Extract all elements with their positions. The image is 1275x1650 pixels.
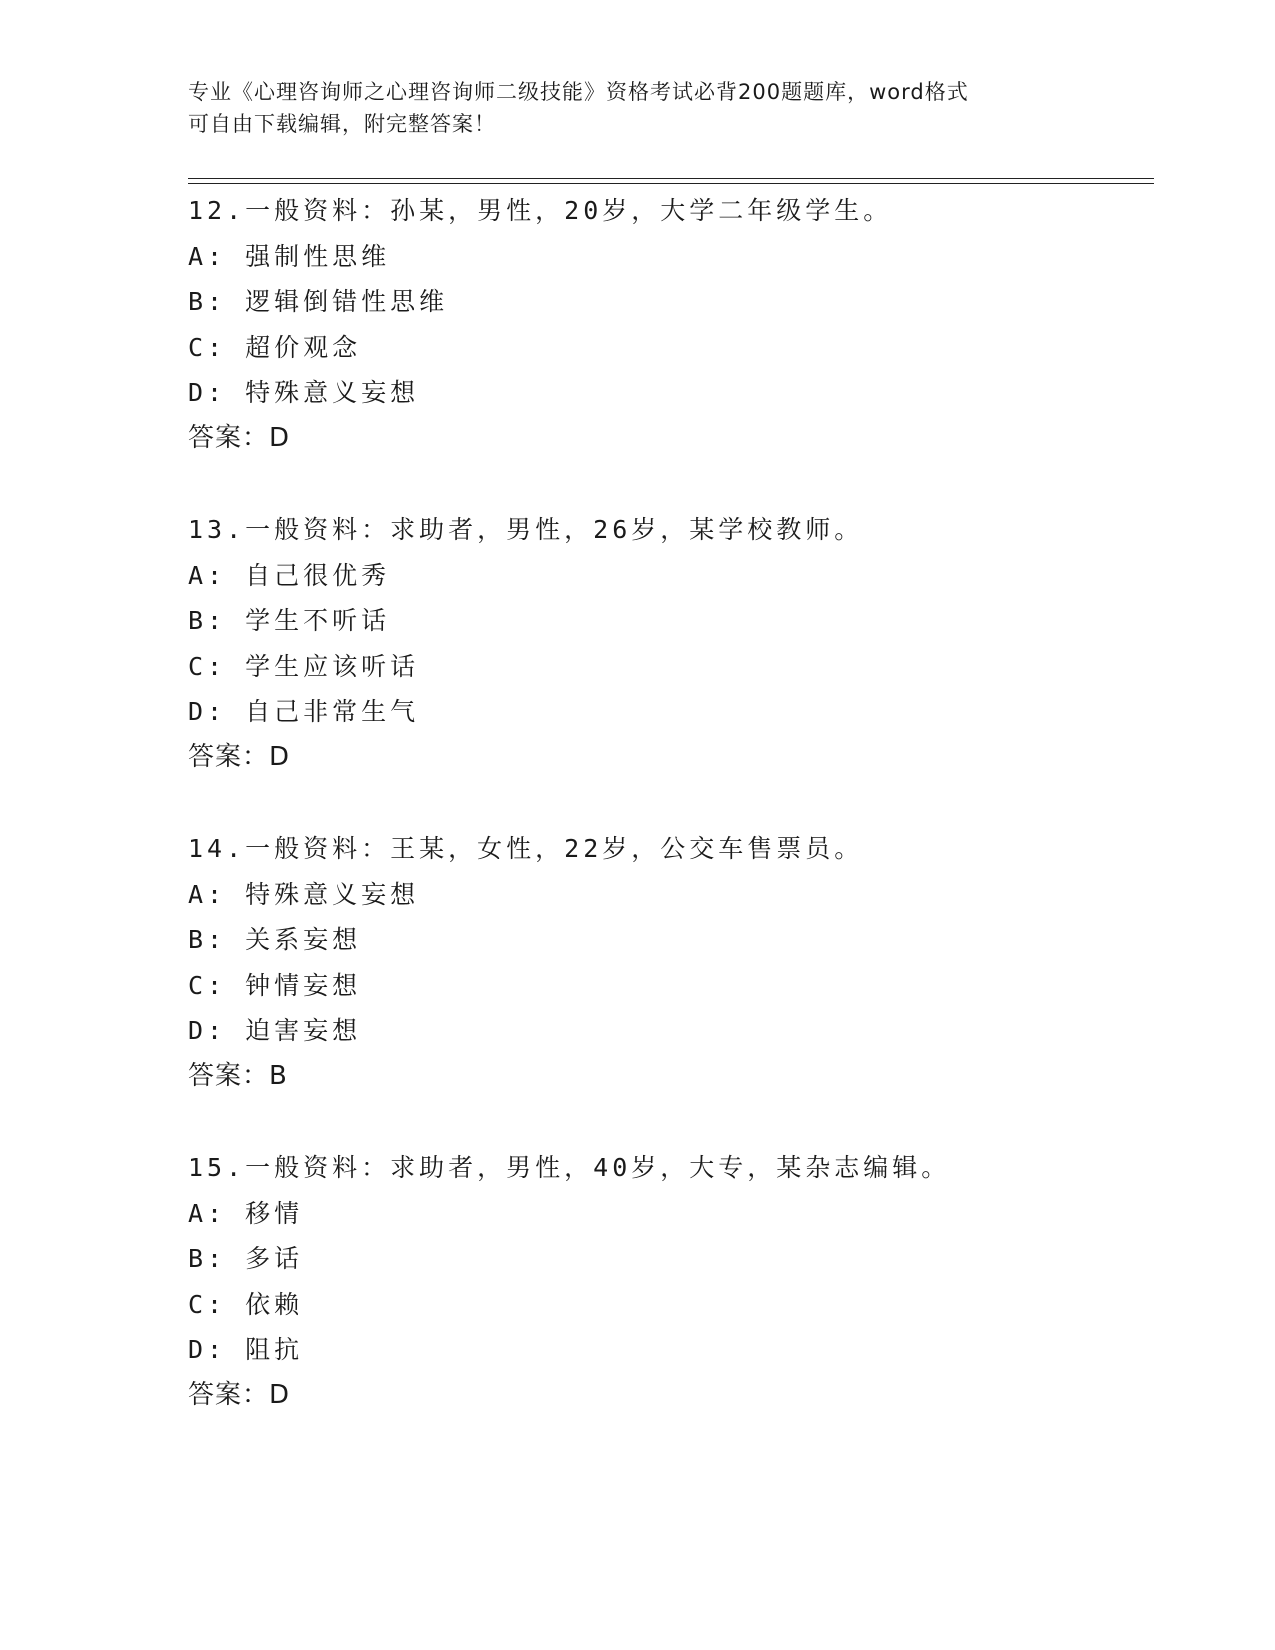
document-header	[188, 76, 1088, 140]
option-a: A: 特殊意义妄想	[188, 879, 420, 909]
header-line-2: 可自由下载编辑，附完整答案！	[188, 112, 496, 136]
header-line-1: 专业《心理咨询师之心理咨询师二级技能》资格考试必背200题题库，word格式	[188, 80, 969, 104]
option-b: B: 学生不听话	[188, 606, 391, 635]
question-stem: 12.一般资料：孙某，男性，20岁，大学二年级学生。	[188, 196, 893, 225]
question-block	[188, 507, 1148, 780]
option-d: D: 阻抗	[188, 1335, 304, 1364]
question-block	[188, 826, 1148, 1099]
option-c: C: 超价观念	[188, 332, 362, 362]
option-d: D: 迫害妄想	[188, 1016, 362, 1045]
option-c: C: 学生应该听话	[188, 651, 420, 681]
option-c: C: 依赖	[188, 1289, 304, 1319]
answer-line: 答案：B	[188, 1060, 288, 1091]
header-divider-top	[188, 178, 1154, 179]
question-stem: 15.一般资料：求助者，男性，40岁，大专，某杂志编辑。	[188, 1153, 951, 1182]
question-block	[188, 188, 1148, 461]
option-a: A: 移情	[188, 1198, 304, 1228]
question-block	[188, 1145, 1148, 1418]
option-b: B: 多话	[188, 1244, 304, 1273]
option-a: A: 自己很优秀	[188, 560, 391, 590]
option-b: B: 逻辑倒错性思维	[188, 287, 449, 316]
answer-line: 答案：D	[188, 422, 291, 453]
option-a: A: 强制性思维	[188, 241, 391, 271]
option-b: B: 关系妄想	[188, 925, 362, 954]
option-c: C: 钟情妄想	[188, 970, 362, 1000]
option-d: D: 特殊意义妄想	[188, 378, 420, 407]
option-d: D: 自己非常生气	[188, 697, 420, 726]
answer-line: 答案：D	[188, 1379, 291, 1410]
header-divider-bottom	[188, 183, 1154, 184]
question-stem: 14.一般资料：王某，女性，22岁，公交车售票员。	[188, 834, 864, 863]
question-stem: 13.一般资料：求助者，男性，26岁，某学校教师。	[188, 515, 864, 544]
answer-line: 答案：D	[188, 741, 291, 772]
